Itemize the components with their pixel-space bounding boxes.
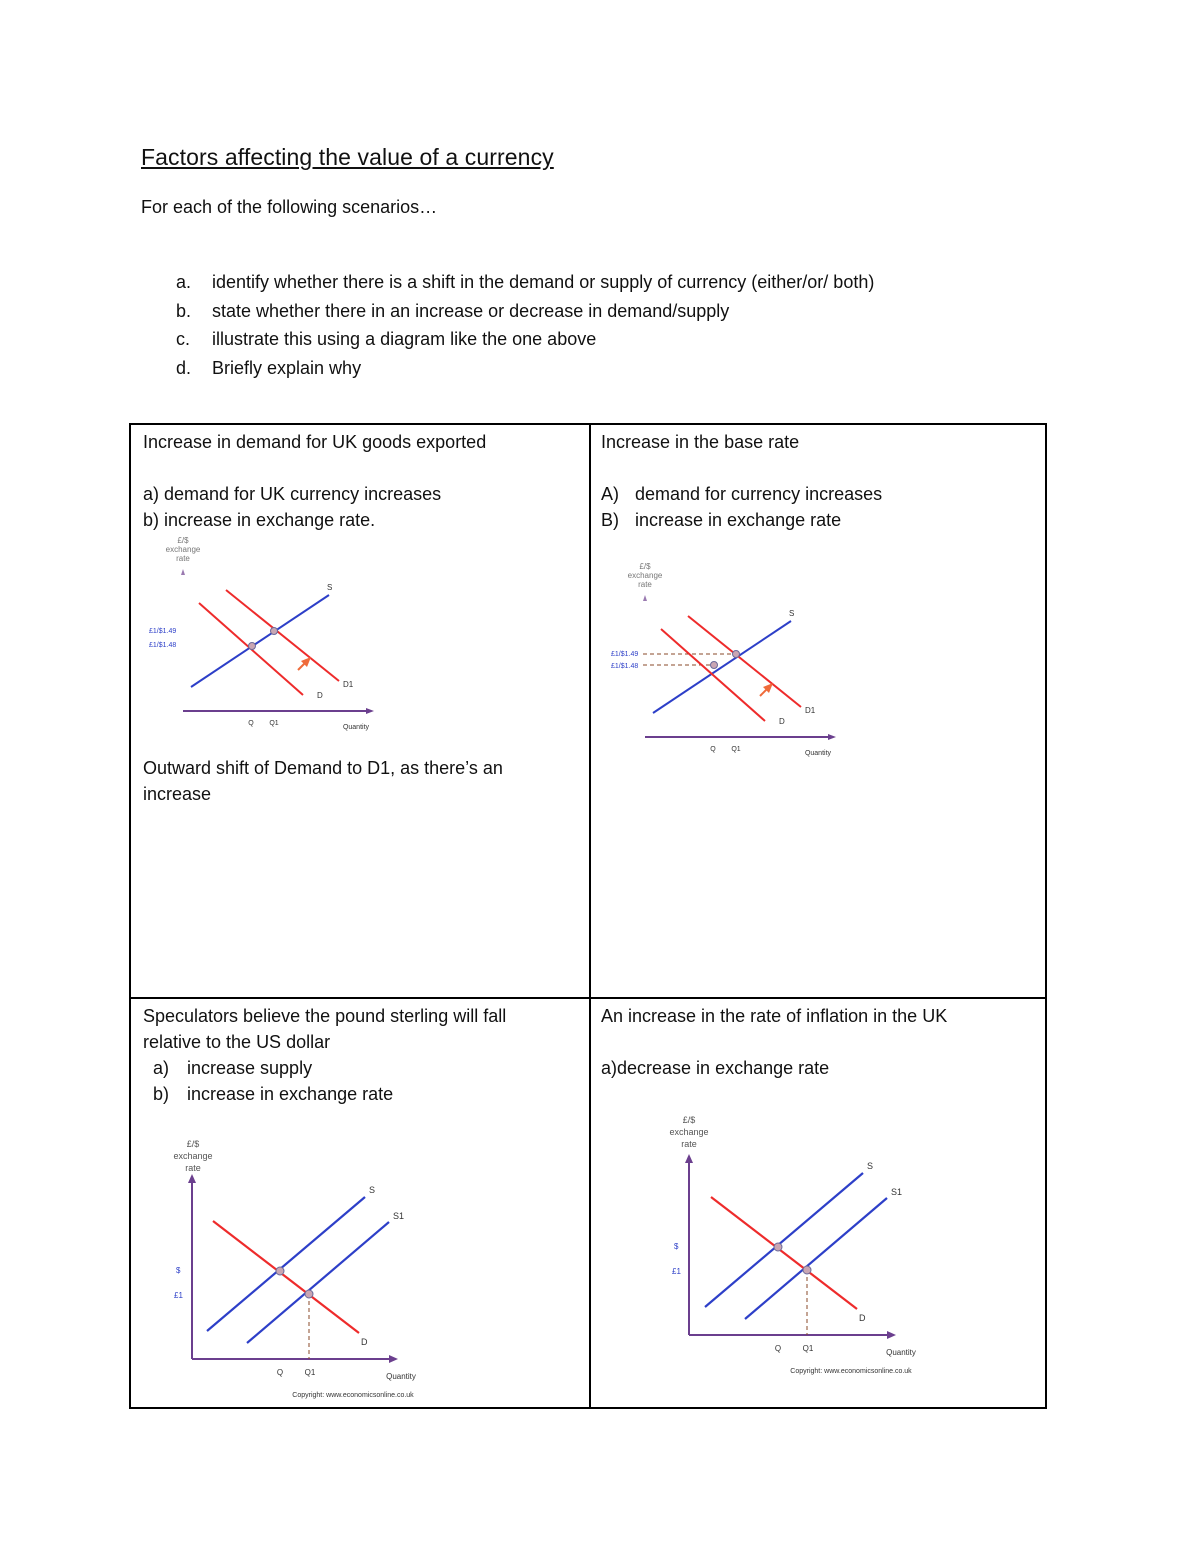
- instruction-marker: a.: [176, 272, 192, 292]
- quantity-label: Q1: [802, 1344, 814, 1353]
- answer-text: demand for currency increases: [635, 484, 883, 504]
- x-axis-arrow-icon: [389, 1355, 398, 1363]
- demand-label: D1: [805, 706, 816, 715]
- demand-label: D: [779, 717, 785, 726]
- instruction-item: [176, 325, 874, 354]
- instruction-item: [176, 354, 874, 383]
- demand-label: D: [317, 691, 323, 700]
- y-axis-label-line: exchange: [165, 545, 201, 554]
- demand-curve-d: [661, 629, 765, 721]
- scenario-table: [129, 423, 1047, 1409]
- answer-marker: a): [153, 1058, 170, 1078]
- equilibrium-point: [803, 1266, 811, 1274]
- y-axis-arrow-icon: [685, 1154, 693, 1163]
- y-axis-label-line: exchange: [627, 571, 663, 580]
- supply-label: S: [867, 1161, 874, 1171]
- equilibrium-point: [711, 662, 718, 669]
- instruction-marker: d.: [176, 357, 192, 378]
- demand-curve-d: [213, 1221, 359, 1333]
- cell-base-rate: [601, 429, 1031, 533]
- cell-heading: Increase in the base rate: [601, 432, 800, 452]
- supply-label: S1: [393, 1211, 405, 1221]
- y-axis-label-line: rate: [638, 580, 652, 589]
- supply-curve-s1: [247, 1222, 389, 1343]
- instruction-text: state whether there in an increase or decrease in demand/supply: [212, 300, 730, 321]
- x-axis-label: Quantity: [342, 724, 370, 731]
- equilibrium-point: [305, 1290, 313, 1298]
- y-axis-label-line: rate: [681, 1139, 697, 1149]
- y-axis-label-line: £/$: [682, 1115, 696, 1125]
- y-axis-label-line: £/$: [639, 562, 651, 571]
- y-axis-arrow-icon: [643, 595, 647, 601]
- demand-curve-d1: [688, 616, 801, 707]
- equilibrium-point: [774, 1243, 782, 1251]
- price-label: $: [674, 1242, 679, 1251]
- diagram-supply-shift-1: [167, 1137, 447, 1402]
- supply-label: S: [369, 1185, 376, 1195]
- supply-curve-s: [653, 621, 791, 713]
- x-axis-label: Quantity: [386, 1372, 416, 1381]
- y-axis-label-line: exchange: [173, 1151, 213, 1161]
- cell-inflation: [601, 1003, 1031, 1081]
- diagram-demand-shift-2: [603, 561, 853, 761]
- cell-heading: Speculators believe the pound sterling will fall relative to the US dollar: [143, 1006, 507, 1052]
- supply-label: S1: [891, 1187, 903, 1197]
- instruction-text: identify whether there is a shift in the demand or supply of currency (either/or/ both): [212, 272, 875, 292]
- instruction-list: [176, 268, 874, 382]
- x-axis-arrow-icon: [887, 1331, 896, 1339]
- quantity-label: Q: [276, 1368, 284, 1377]
- cell-explanation: Outward shift of Demand to D1, as there’s an increase: [143, 758, 503, 804]
- instruction-text: illustrate this using a diagram like the one above: [212, 329, 597, 349]
- answer-marker: b): [153, 1084, 170, 1104]
- copyright-label: Copyright: www.economicsonline.co.uk: [292, 1392, 414, 1399]
- cell-answer-a: [601, 481, 1031, 507]
- price-label: £1: [672, 1267, 681, 1276]
- price-label: $: [176, 1266, 181, 1275]
- demand-label: D: [361, 1337, 368, 1347]
- table-divider-horizontal: [131, 997, 1045, 999]
- quantity-label: Q: [774, 1344, 782, 1353]
- quantity-label: Q1: [269, 720, 279, 727]
- demand-curve-d1: [226, 590, 339, 681]
- diagram-demand-shift-1: [141, 535, 391, 735]
- answer-marker: A): [601, 484, 619, 504]
- cell-answer-b: [143, 1081, 563, 1107]
- price-label: £1/$1.49: [611, 651, 639, 658]
- supply-label: S: [789, 609, 795, 618]
- x-axis-arrow-icon: [366, 708, 374, 714]
- table-divider-vertical: [589, 425, 591, 1407]
- quantity-label: Q: [248, 720, 254, 727]
- y-axis-arrow-icon: [188, 1174, 196, 1183]
- x-axis-label: Quantity: [886, 1348, 916, 1357]
- quantity-label: Q1: [304, 1368, 316, 1377]
- intro-text: For each of the following scenarios…: [141, 197, 438, 217]
- cell-answer-a: a) demand for UK currency increases: [143, 484, 442, 504]
- answer-text: increase supply: [187, 1058, 313, 1078]
- y-axis-label-line: £/$: [186, 1139, 200, 1149]
- x-axis-label: Quantity: [804, 750, 832, 757]
- answer-text: increase in exchange rate: [187, 1084, 394, 1104]
- y-axis-label-line: rate: [176, 554, 190, 563]
- cell-answer-a: a)decrease in exchange rate: [601, 1058, 830, 1078]
- y-axis-label-line: £/$: [177, 536, 189, 545]
- cell-heading: Increase in demand for UK goods exported: [143, 432, 487, 452]
- demand-label: D: [859, 1313, 866, 1323]
- supply-curve-s1: [745, 1198, 887, 1319]
- demand-curve-d: [711, 1197, 857, 1309]
- page-title: Factors affecting the value of a currency: [141, 144, 554, 170]
- quantity-label: Q1: [731, 746, 741, 753]
- quantity-label: Q: [710, 746, 716, 753]
- equilibrium-point: [249, 643, 256, 650]
- equilibrium-point: [276, 1267, 284, 1275]
- x-axis-arrow-icon: [828, 734, 836, 740]
- answer-text: increase in exchange rate: [635, 510, 842, 530]
- diagram-supply-shift-2: [659, 1113, 949, 1378]
- cell-heading: An increase in the rate of inflation in the UK: [601, 1006, 948, 1026]
- y-axis-label-line: rate: [185, 1163, 201, 1173]
- cell-answer-b: b) increase in exchange rate.: [143, 510, 376, 530]
- instruction-item: [176, 268, 874, 297]
- cell-answer-a: [143, 1055, 563, 1081]
- instruction-text: Briefly explain why: [212, 357, 362, 378]
- y-axis-label-line: exchange: [669, 1127, 709, 1137]
- demand-label: D1: [343, 680, 354, 689]
- supply-label: S: [327, 583, 333, 592]
- price-label: £1/$1.48: [611, 663, 639, 670]
- instruction-marker: c.: [176, 329, 191, 349]
- instruction-item: [176, 297, 874, 326]
- y-axis-arrow-icon: [181, 569, 185, 575]
- price-label: £1: [174, 1291, 183, 1300]
- cell-speculators: [143, 1003, 563, 1107]
- price-label: £1/$1.49: [149, 628, 177, 635]
- cell-answer-b: [601, 507, 1031, 533]
- answer-marker: B): [601, 510, 619, 530]
- instruction-marker: b.: [176, 300, 192, 321]
- copyright-label: Copyright: www.economicsonline.co.uk: [790, 1368, 912, 1375]
- equilibrium-point: [271, 628, 278, 635]
- price-label: £1/$1.48: [149, 642, 177, 649]
- equilibrium-point: [733, 651, 740, 658]
- supply-curve-s: [191, 595, 329, 687]
